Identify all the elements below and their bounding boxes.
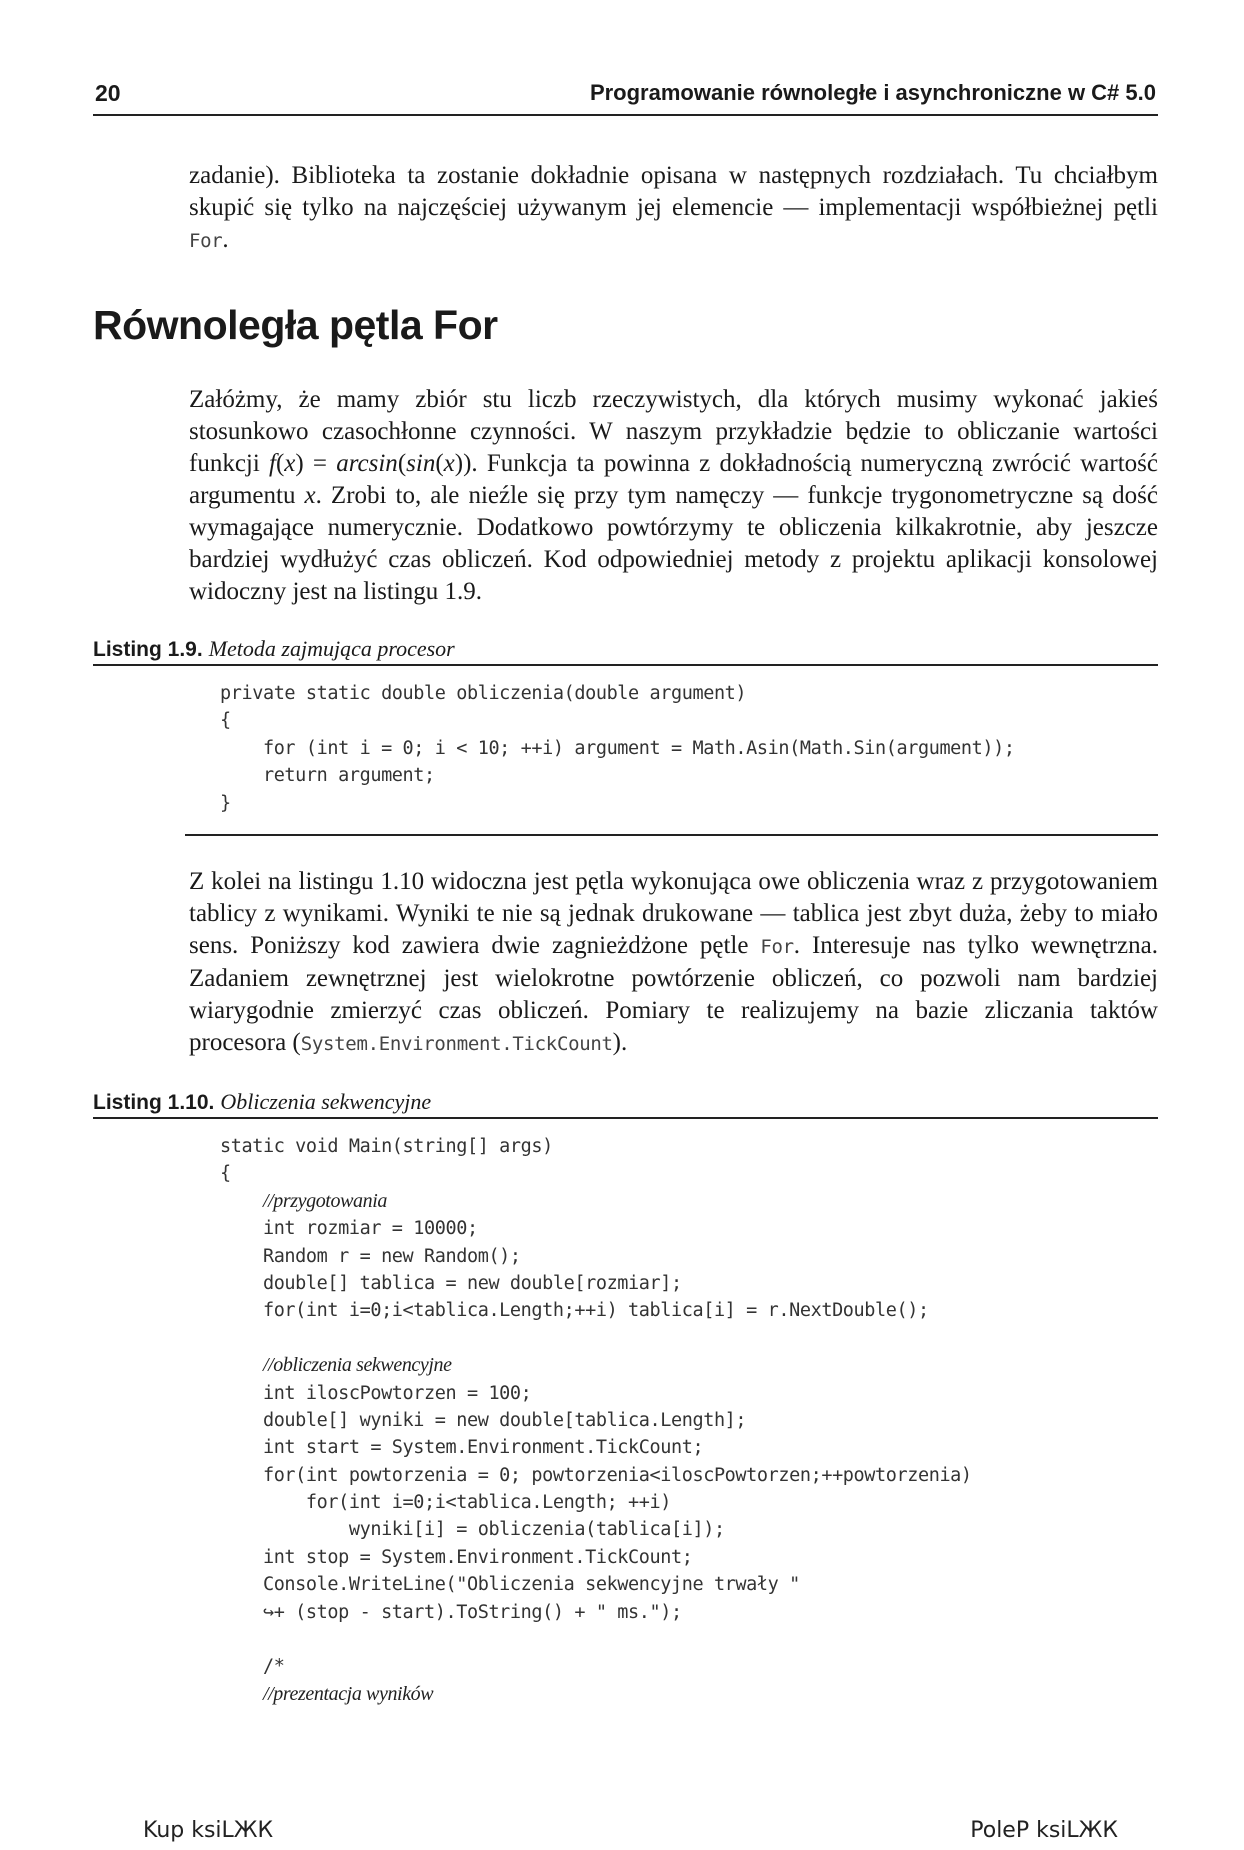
page-number: 20	[95, 80, 121, 106]
code-listing-1-10	[220, 1133, 972, 1708]
code-line: //prezentacja wyników	[262, 1682, 434, 1705]
code-line: //przygotowania	[262, 1189, 387, 1212]
code-line: Random r = new Random();	[220, 1245, 521, 1267]
code-line: int iloscPowtorzen = 100;	[220, 1382, 532, 1404]
code-line: int rozmiar = 10000;	[220, 1218, 478, 1240]
code-line: {	[220, 710, 231, 732]
code-line: for(int i=0;i<tablica.Length; ++i)	[220, 1492, 671, 1514]
inline-code: System.Environment.TickCount	[300, 1033, 613, 1055]
listing-1-9-caption	[93, 636, 1158, 666]
code-line: for(int powtorzenia = 0; powtorzenia<iloscPowtorzen;++powtorzenia)	[220, 1464, 972, 1486]
running-title: Programowanie równoległe i asynchroniczne w C# 5.0	[589, 80, 1156, 105]
code-line: wyniki[i] = obliczenia(tablica[i]);	[220, 1519, 725, 1541]
code-line: int start = System.Environment.TickCount;	[220, 1437, 704, 1459]
code-line: }	[220, 792, 231, 814]
code-line	[220, 1325, 972, 1352]
listing-label: Listing 1.10.	[93, 1091, 215, 1114]
code-line: //obliczenia sekwencyjne	[262, 1354, 452, 1377]
listing-title: Metoda zajmująca procesor	[208, 636, 455, 661]
listing-label: Listing 1.9.	[93, 638, 203, 661]
code-line	[220, 1626, 972, 1653]
code-line: ↪+ (stop - start).ToString() + " ms.");	[220, 1601, 682, 1623]
code-line: /*	[220, 1656, 285, 1678]
code-line: double[] tablica = new double[rozmiar];	[220, 1272, 682, 1294]
footer-right: PoleP ksiLЖК	[970, 1818, 1118, 1843]
listing-1-10-caption	[93, 1089, 1158, 1119]
section-heading: Równoległa pętla For	[93, 302, 498, 348]
code-listing-1-9	[220, 680, 1015, 817]
code-line: return argument;	[220, 765, 435, 787]
inline-code: For	[760, 936, 794, 958]
code-line: Console.WriteLine("Obliczenia sekwencyjne trwały "	[220, 1574, 800, 1596]
intro-paragraph: zadanie). Biblioteka ta zostanie dokładnie opisana w następnych rozdziałach. Tu chciałbym skupić się tylko na najczęściej używanym jej elemencie — implementacji współbieżnej pętli For.	[189, 162, 1158, 253]
footer-left: Kup ksiLЖК	[143, 1818, 274, 1843]
paragraph-2: Z kolei na listingu 1.10 widoczna jest pętla wykonująca owe obliczenia wraz z przygotowaniem tablicy z wynikami. Wyniki te nie są jednak drukowane — tablica jest zbyt duża, żeby to miało sens. Poniższy kod zawiera dwie zagnieżdżone pętle For. Interesuje nas tylko wewnętrzna. Zadaniem zewnętrznej jest wielokrotne powtórzenie obliczeń, co pozwoli nam bardziej wiarygodnie zmierzyć czas obliczeń. Pomiary te realizujemy na bazie zliczania taktów procesora (System.Environment.TickCount).	[189, 868, 1158, 1056]
listing-title: Obliczenia sekwencyjne	[220, 1089, 432, 1114]
code-line: for (int i = 0; i < 10; ++i) argument = Math.Asin(Math.Sin(argument));	[220, 737, 1015, 759]
code-line: int stop = System.Environment.TickCount;	[220, 1546, 693, 1568]
running-header	[93, 78, 1158, 116]
code-line: private static double obliczenia(double argument)	[220, 683, 747, 704]
listing-divider	[185, 834, 1158, 836]
paragraph-1: Załóżmy, że mamy zbiór stu liczb rzeczywistych, dla których musimy wykonać jakieś stosunkowo czasochłonne czynności. W naszym przykładzie będzie to obliczanie wartości funkcji f(x) = arcsin(sin(x)). Funkcja ta powinna z dokładnością numeryczną zwrócić wartość argumentu x. Zrobi to, ale nieźle się przy tym namęczy — funkcje trygonometryczne są dość wymagające numerycznie. Dodatkowo powtórzymy te obliczenia kilkakrotnie, aby jeszcze bardziej wydłużyć czas obliczeń. Kod odpowiedniej metody z projektu aplikacji konsolowej widoczny jest na listingu 1.9.	[189, 386, 1158, 605]
code-line: {	[220, 1163, 231, 1185]
code-line: static void Main(string[] args)	[220, 1136, 553, 1157]
inline-code: For	[189, 230, 223, 252]
code-line: double[] wyniki = new double[tablica.Length];	[220, 1409, 747, 1431]
code-line: for(int i=0;i<tablica.Length;++i) tablica[i] = r.NextDouble();	[220, 1300, 929, 1322]
